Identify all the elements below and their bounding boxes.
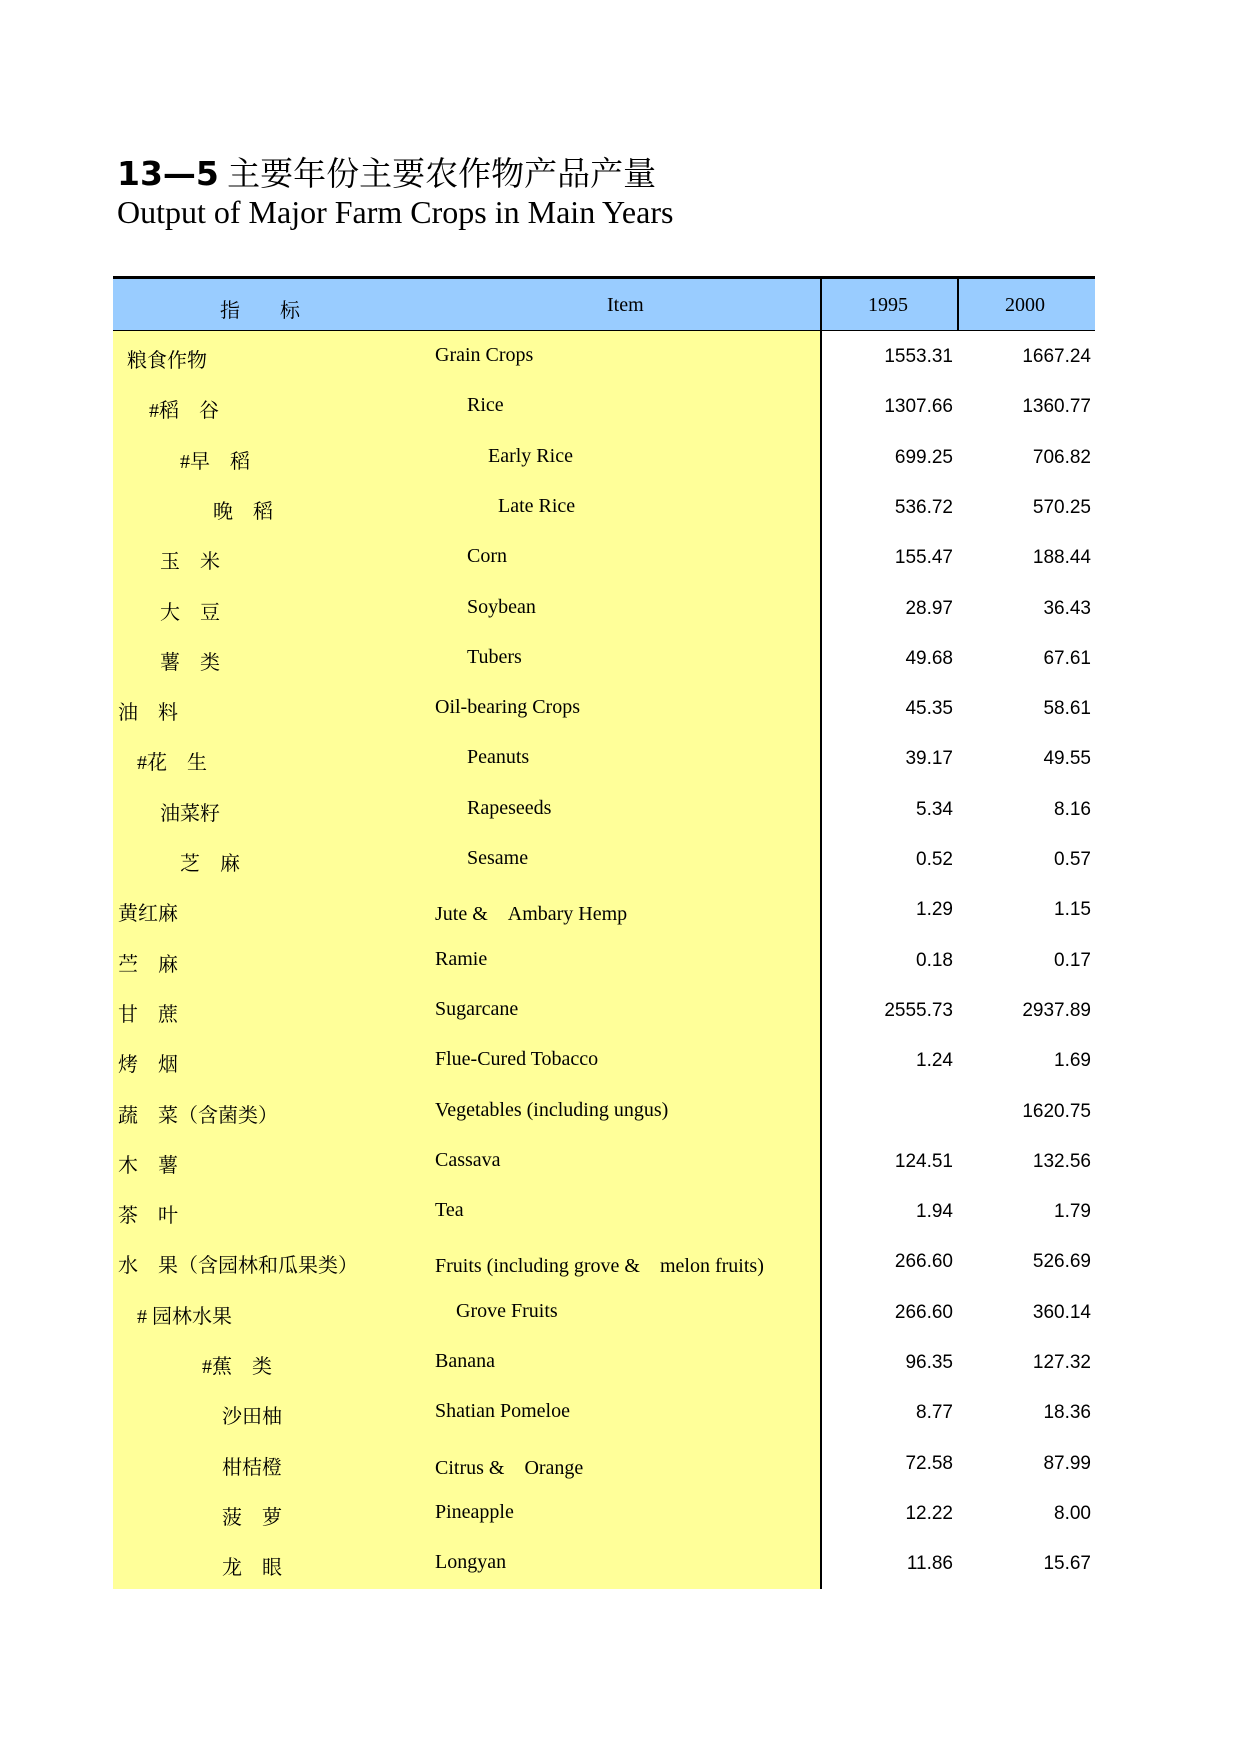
value-1995: 39.17: [905, 748, 953, 770]
value-1995: 155.47: [894, 547, 953, 569]
row-label-en: Tubers: [467, 645, 522, 668]
table-row: [113, 1387, 1095, 1437]
row-label-en: Sugarcane: [435, 997, 519, 1020]
value-2000: 18.36: [1043, 1402, 1091, 1424]
row-label-zh: 沙田柚: [222, 1406, 282, 1429]
value-1995: 5.34: [916, 798, 953, 820]
table-row: [113, 1236, 1095, 1286]
row-label-en: Longyan: [435, 1551, 507, 1574]
value-1995: 1.24: [916, 1050, 953, 1072]
table-row: [113, 1035, 1095, 1085]
value-1995: 266.60: [894, 1251, 953, 1273]
value-2000: 36.43: [1043, 597, 1091, 619]
row-label-zh: 菠 萝: [222, 1506, 282, 1529]
value-1995: 536.72: [894, 496, 953, 518]
row-label-zh: 木 薯: [118, 1154, 178, 1177]
value-2000: 8.16: [1054, 798, 1091, 820]
value-2000: 132.56: [1032, 1150, 1091, 1172]
table-row: [113, 884, 1095, 934]
row-label-en: Banana: [435, 1350, 495, 1372]
value-2000: 1620.75: [1022, 1100, 1091, 1122]
table-row: [113, 1186, 1095, 1236]
value-2000: 360.14: [1032, 1301, 1091, 1323]
row-label-zh: 薯 类: [160, 651, 220, 674]
table-row: [113, 331, 1095, 381]
row-label-en: Cassava: [435, 1148, 501, 1171]
table-row: [113, 784, 1095, 834]
header-1995: 1995: [868, 294, 908, 316]
value-2000: 188.44: [1032, 547, 1091, 569]
row-label-en: Flue-Cured Tobacco: [435, 1048, 599, 1071]
value-2000: 1.69: [1054, 1050, 1091, 1072]
table-row: [113, 532, 1095, 582]
value-2000: 8.00: [1054, 1502, 1091, 1524]
value-2000: 570.25: [1032, 496, 1091, 518]
row-label-en: Jute & Ambary Hemp: [435, 903, 628, 926]
row-label-en: Sesame: [467, 847, 529, 869]
row-label-zh: 蔬 菜（含菌类）: [118, 1104, 278, 1127]
header-item: Item: [607, 294, 644, 316]
value-1995: 0.18: [916, 949, 953, 971]
row-label-en: Peanuts: [467, 746, 530, 769]
table-row: [113, 1538, 1095, 1588]
table-row: [113, 482, 1095, 532]
row-label-en: Grain Crops: [435, 344, 534, 366]
value-2000: 0.17: [1054, 949, 1091, 971]
table-row: [113, 683, 1095, 733]
value-2000: 49.55: [1043, 748, 1091, 770]
row-label-en: Citrus & Orange: [435, 1456, 584, 1479]
row-label-zh: #花 生: [137, 752, 207, 775]
value-1995: 96.35: [905, 1352, 953, 1373]
page-title-zh: [117, 148, 656, 195]
row-label-en: Rapeseeds: [467, 796, 552, 819]
table-row: [113, 985, 1095, 1035]
row-label-zh: 大 豆: [160, 601, 220, 624]
row-label-zh: 烤 烟: [118, 1054, 178, 1077]
row-label-en: Grove Fruits: [456, 1299, 558, 1322]
value-2000: 0.57: [1054, 849, 1091, 870]
value-1995: 1307.66: [884, 396, 953, 418]
value-1995: 72.58: [905, 1452, 953, 1474]
row-label-zh: 粮食作物: [127, 350, 207, 372]
value-2000: 706.82: [1032, 446, 1091, 468]
table-row: [113, 583, 1095, 633]
value-2000: 2937.89: [1022, 999, 1091, 1021]
row-label-zh: 龙 眼: [222, 1557, 282, 1580]
header-divider: [957, 279, 959, 331]
row-label-zh: 甘 蔗: [118, 1003, 178, 1026]
value-2000: 15.67: [1043, 1553, 1091, 1575]
row-label-en: Ramie: [435, 947, 488, 970]
table-row: [113, 1287, 1095, 1337]
row-label-en: Soybean: [467, 595, 536, 618]
value-2000: 127.32: [1032, 1352, 1091, 1373]
value-1995: 28.97: [905, 597, 953, 619]
value-2000: 526.69: [1032, 1251, 1091, 1273]
row-label-en: Early Rice: [488, 444, 573, 467]
row-label-zh: 芝 麻: [180, 853, 240, 875]
row-label-en: Tea: [435, 1199, 464, 1222]
row-label-zh: 晚 稻: [213, 500, 273, 523]
table-row: [113, 381, 1095, 431]
value-2000: 1667.24: [1022, 346, 1091, 367]
value-1995: 266.60: [894, 1301, 953, 1323]
value-2000: 1.15: [1054, 899, 1091, 921]
row-label-en: Corn: [467, 545, 507, 568]
value-1995: 124.51: [894, 1150, 953, 1172]
table-row: [113, 1136, 1095, 1186]
row-label-en: Late Rice: [498, 494, 576, 517]
table-header: [113, 279, 1095, 331]
value-1995: 45.35: [905, 698, 953, 720]
row-label-zh: 油菜籽: [160, 802, 220, 825]
value-1995: 0.52: [916, 849, 953, 870]
row-label-zh: # 园林水果: [137, 1305, 232, 1328]
row-label-en: Vegetables (including ungus): [435, 1098, 669, 1121]
table-row: [113, 834, 1095, 884]
value-1995: 2555.73: [884, 999, 953, 1021]
value-2000: 87.99: [1043, 1452, 1091, 1474]
row-label-zh: 玉 米: [160, 551, 220, 574]
row-label-zh: 苎 麻: [118, 953, 178, 976]
row-label-en: Shatian Pomeloe: [435, 1400, 570, 1423]
value-1995: 699.25: [894, 446, 953, 468]
header-2000: 2000: [1005, 294, 1045, 316]
table-row: [113, 1438, 1095, 1488]
table-row: [113, 935, 1095, 985]
table-row: [113, 1086, 1095, 1136]
value-2000: 1.79: [1054, 1201, 1091, 1223]
row-label-zh: 水 果（含园林和瓜果类）: [118, 1255, 358, 1278]
table-row: [113, 633, 1095, 683]
row-label-zh: #蕉 类: [202, 1356, 272, 1378]
value-1995: 12.22: [905, 1502, 953, 1524]
value-2000: 67.61: [1043, 647, 1091, 669]
value-1995: 1.94: [916, 1201, 953, 1223]
table-number: 13—5: [117, 154, 219, 193]
row-label-en: Oil-bearing Crops: [435, 696, 580, 719]
row-label-en: Rice: [467, 394, 504, 417]
row-label-zh: #早 稻: [180, 450, 250, 473]
value-1995: 1.29: [916, 899, 953, 921]
table-row: [113, 1488, 1095, 1538]
row-label-zh: 茶 叶: [118, 1205, 178, 1228]
page-title-en: Output of Major Farm Crops in Main Years: [117, 194, 674, 230]
value-1995: 49.68: [905, 647, 953, 669]
row-label-en: Fruits (including grove & melon fruits): [435, 1255, 764, 1278]
table-row: [113, 1337, 1095, 1387]
row-label-en: Pineapple: [435, 1500, 514, 1523]
value-1995: 11.86: [906, 1553, 953, 1575]
table-row: [113, 432, 1095, 482]
header-zh: 指 标: [220, 300, 300, 322]
value-2000: 58.61: [1043, 698, 1091, 720]
row-label-zh: 柑桔橙: [222, 1456, 282, 1479]
row-label-zh: #稻 谷: [149, 400, 219, 423]
row-label-zh: 油 料: [118, 702, 178, 725]
value-2000: 1360.77: [1022, 396, 1091, 418]
row-label-zh: 黄红麻: [118, 903, 178, 926]
value-1995: 1553.31: [884, 346, 953, 367]
title-zh: 主要年份主要农作物产品产量: [227, 154, 657, 193]
value-1995: 8.77: [916, 1402, 953, 1424]
table-row: [113, 733, 1095, 783]
